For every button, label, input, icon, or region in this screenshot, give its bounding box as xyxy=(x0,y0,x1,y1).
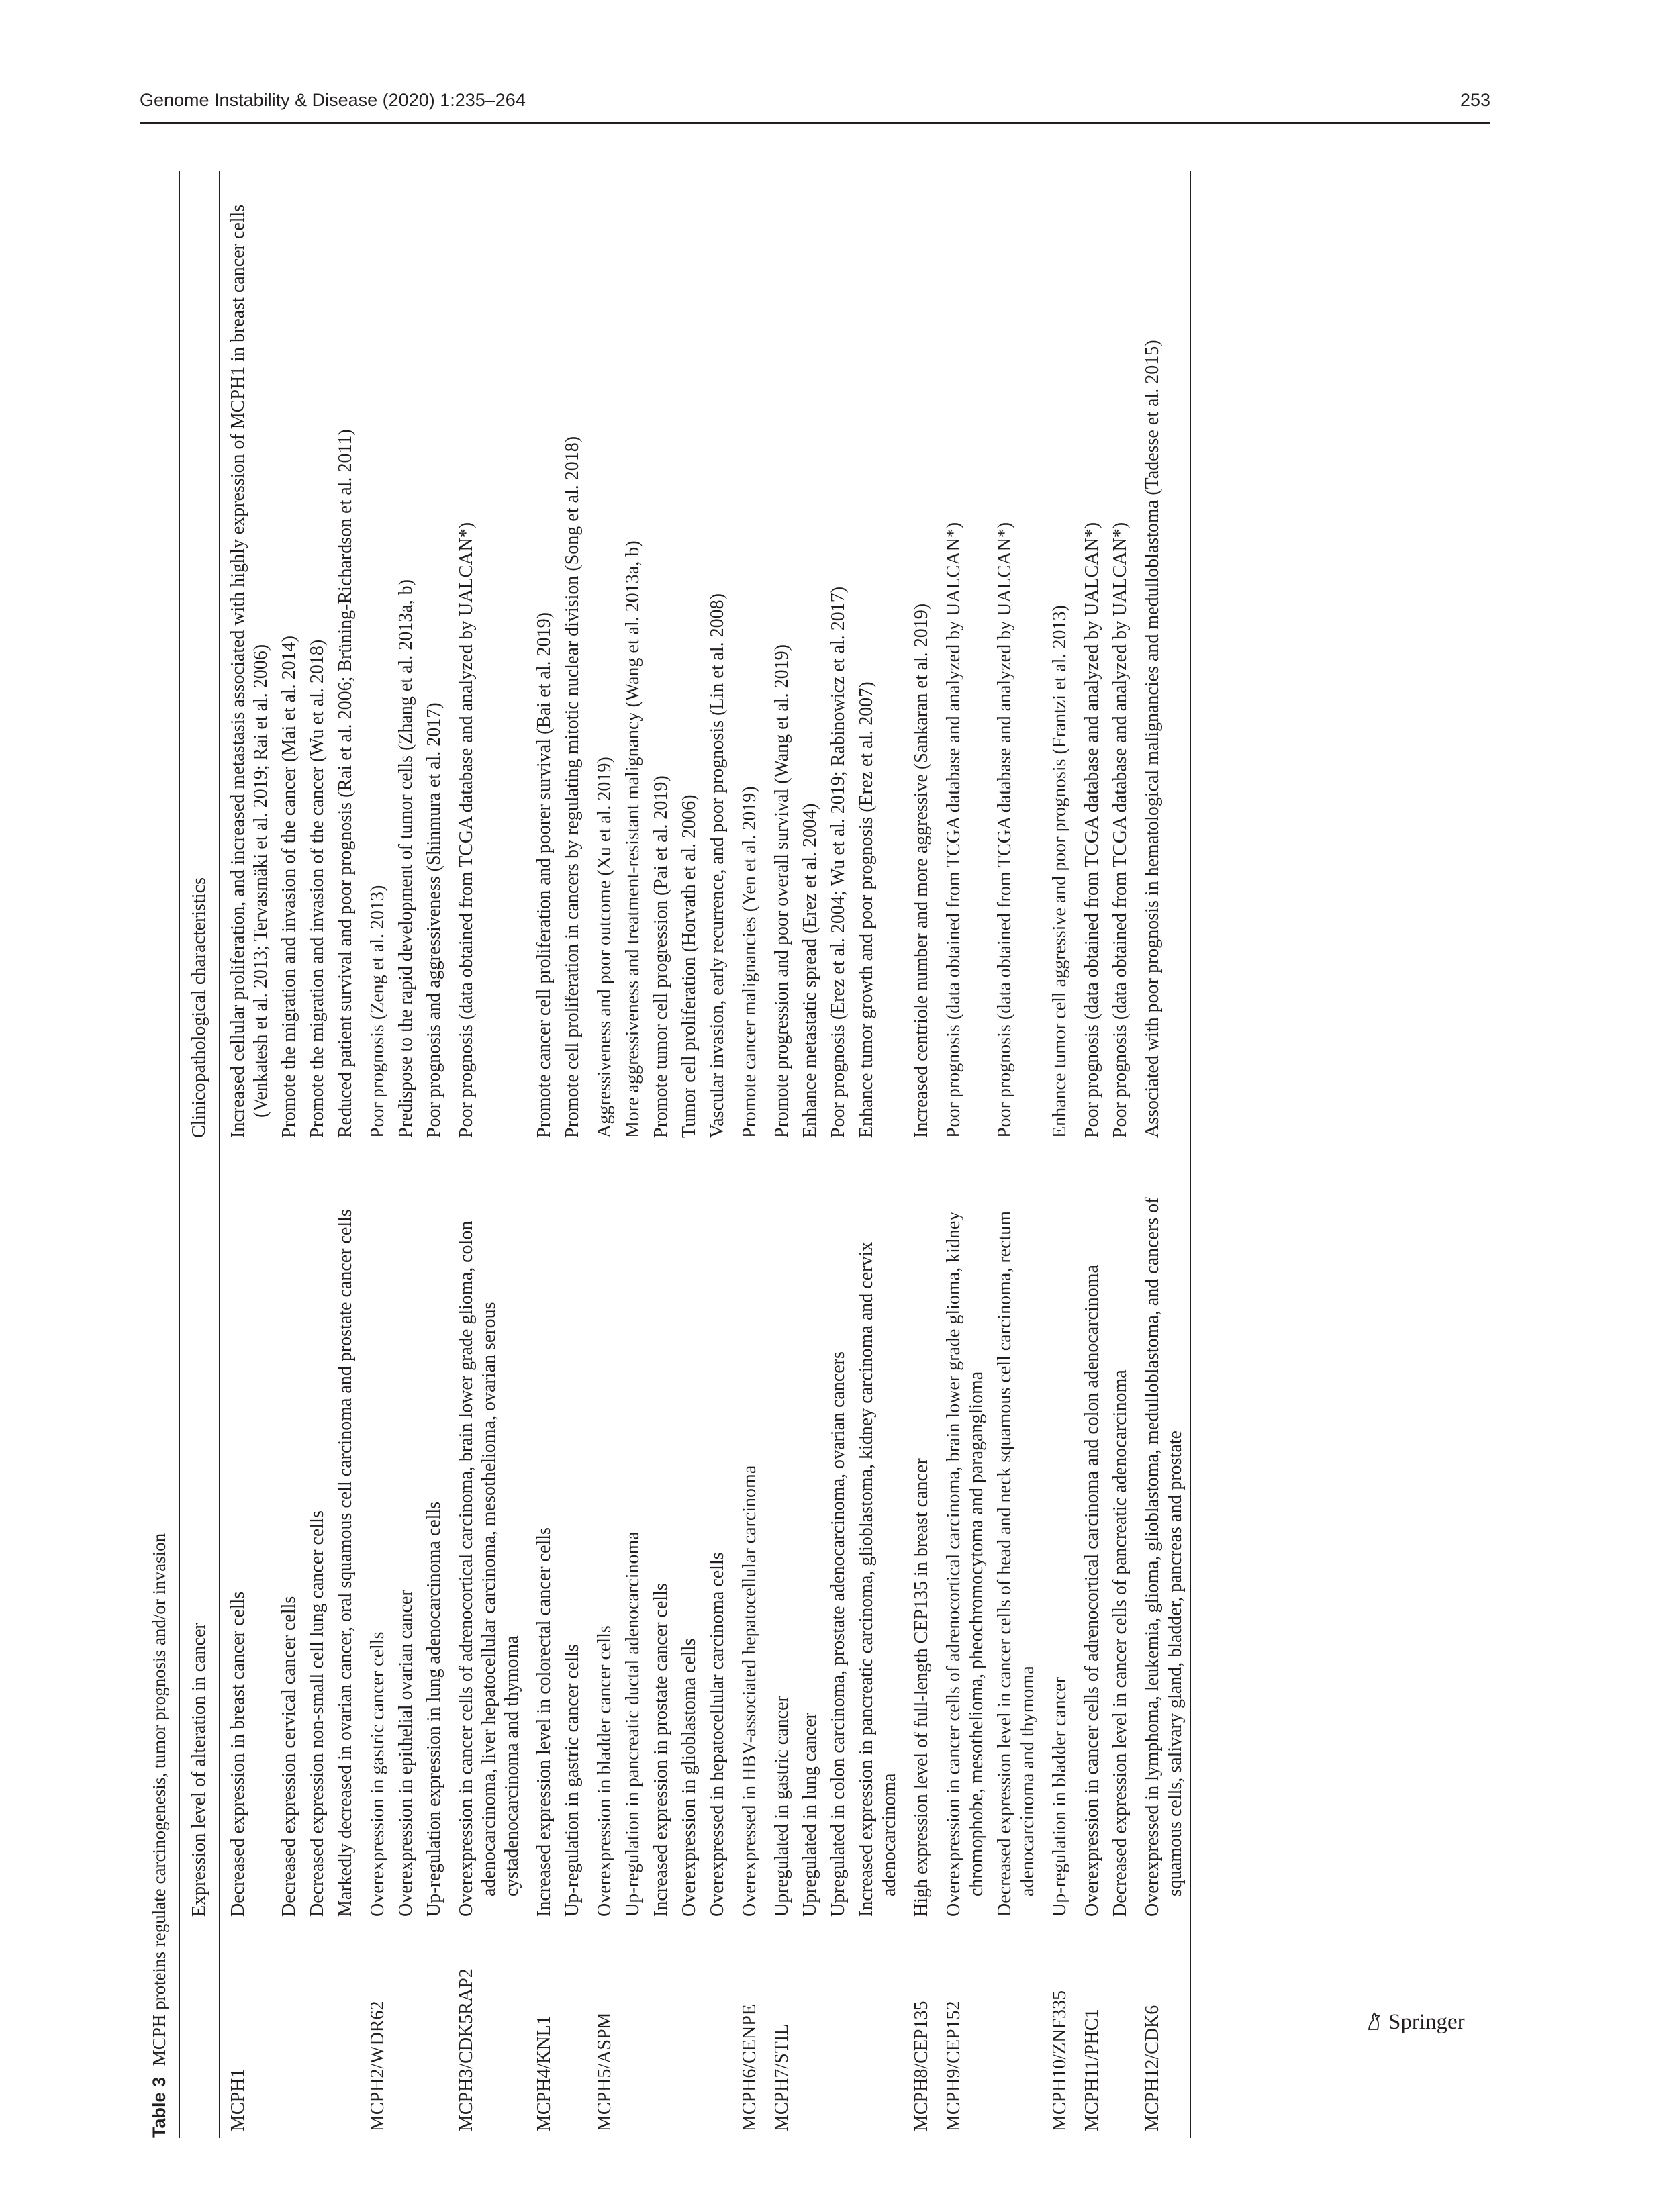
gene-cell xyxy=(303,1923,332,2138)
expression-text: Overexpression in cancer cells of adrenocortical carcinoma, brain lower grade glioma, kidney chromophobe, mesothelioma, pheochromocytoma and paraganglioma xyxy=(943,1211,987,1917)
table-row xyxy=(448,171,526,2138)
gene-cell: MCPH3/CDK5RAP2 xyxy=(456,1968,477,2131)
gene-cell xyxy=(991,1923,1042,2138)
springer-horse-icon xyxy=(1364,2011,1384,2031)
characteristics-text: Predispose to the rapid development of tumor cells (Zhang et al. 2013a, b) xyxy=(395,579,416,1138)
table-row xyxy=(732,171,764,2138)
expression-text: Up-regulation expression in lung adenocarcinoma cells xyxy=(424,1501,444,1917)
characteristics-text: Increased centriole number and more aggressive (Sankaran et al. 2019) xyxy=(911,603,932,1138)
characteristics-text: Promote cancer malignancies (Yen et al. 2019) xyxy=(739,786,760,1138)
expression-cell xyxy=(764,1145,796,1923)
table-row xyxy=(392,171,420,2138)
expression-text: Decreased expression in breast cancer cells xyxy=(228,1591,248,1917)
characteristics-cell xyxy=(420,171,448,1145)
table-body xyxy=(220,171,1190,2138)
expression-cell xyxy=(1042,1145,1074,1923)
characteristics-cell xyxy=(732,171,764,1145)
gene-cell: MCPH6/CENPE xyxy=(739,2004,760,2131)
characteristics-text: Enhance tumor growth and poor prognosis (Erez et al. 2007) xyxy=(856,681,877,1138)
expression-text: Up-regulation in pancreatic ductal adenocarcinoma xyxy=(622,1531,643,1917)
expression-cell xyxy=(936,1145,991,1923)
table-row xyxy=(904,171,936,2138)
gene-cell xyxy=(1106,1923,1135,2138)
table-row xyxy=(1135,171,1190,2138)
characteristics-cell xyxy=(853,171,904,1145)
gene-cell: MCPH7/STIL xyxy=(771,2023,792,2131)
table-row xyxy=(853,171,904,2138)
characteristics-text: Reduced patient survival and poor prognosis (Rai et al. 2006; Brüning-Richardson et al. 2011) xyxy=(335,429,356,1138)
gene-cell xyxy=(275,1923,303,2138)
characteristics-text: Poor prognosis (data obtained from TCGA database and analyzed by UALCAN*) xyxy=(1082,522,1102,1138)
characteristics-cell xyxy=(647,171,675,1145)
table-row xyxy=(936,171,991,2138)
gene-cell: MCPH9/CEP152 xyxy=(943,2001,964,2131)
gene-cell xyxy=(704,1923,732,2138)
expression-cell xyxy=(448,1145,526,1923)
gene-cell xyxy=(420,1923,448,2138)
expression-cell xyxy=(303,1145,332,1923)
gene-cell: MCPH2/WDR62 xyxy=(367,2001,388,2131)
gene-cell: MCPH5/ASPM xyxy=(594,2012,615,2131)
gene-cell: MCPH11/PHC1 xyxy=(1082,2009,1102,2131)
characteristics-text: Poor prognosis (Erez et al. 2004; Wu et al. 2019; Rabinowicz et al. 2017) xyxy=(828,586,849,1138)
table-row xyxy=(824,171,853,2138)
characteristics-cell xyxy=(1074,171,1106,1145)
gene-cell xyxy=(824,1923,853,2138)
expression-text: Increased expression in prostate cancer cells xyxy=(651,1583,671,1917)
characteristics-cell xyxy=(332,171,360,1145)
characteristics-cell xyxy=(904,171,936,1145)
gene-cell: MCPH8/CEP135 xyxy=(911,2001,932,2131)
characteristics-cell xyxy=(619,171,647,1145)
gene-cell xyxy=(853,1923,904,2138)
table-row xyxy=(1074,171,1106,2138)
expression-text: Decreased expression level in cancer cells of pancreatic adenocarcinoma xyxy=(1110,1369,1131,1917)
mcph-table xyxy=(179,171,1191,2138)
characteristics-cell xyxy=(704,171,732,1145)
expression-text: Markedly decreased in ovarian cancer, oral squamous cell carcinoma and prostate cancer cells xyxy=(335,1209,356,1917)
characteristics-cell xyxy=(1042,171,1074,1145)
table-row xyxy=(559,171,587,2138)
table-row xyxy=(619,171,647,2138)
expression-text: Overexpression in gastric cancer cells xyxy=(367,1631,388,1917)
expression-cell xyxy=(991,1145,1042,1923)
characteristics-text: Tumor cell proliferation (Horvath et al. 2006) xyxy=(679,794,700,1138)
column-header-gene xyxy=(179,1923,220,2138)
characteristics-text: Poor prognosis (Zeng et al. 2013) xyxy=(367,885,388,1138)
characteristics-cell xyxy=(303,171,332,1145)
expression-text: Overexpressed in lymphoma, leukemia, glioma, glioblastoma, medulloblastoma, and cancers of squamous cells, salivary gland, bladder, pancreas and prostate xyxy=(1142,1197,1186,1917)
expression-cell xyxy=(796,1145,824,1923)
characteristics-cell xyxy=(275,171,303,1145)
journal-citation: Genome Instability & Disease (2020) 1:235–264 xyxy=(140,90,526,110)
characteristics-cell xyxy=(675,171,704,1145)
table-row xyxy=(303,171,332,2138)
table-header-row xyxy=(179,171,220,2138)
characteristics-text: Promote progression and poor overall survival (Wang et al. 2019) xyxy=(771,644,792,1138)
publisher-name: Springer xyxy=(1388,2010,1465,2034)
expression-text: Upregulated in colon carcinoma, prostate adenocarcinoma, ovarian cancers xyxy=(828,1351,849,1917)
expression-text: Decreased expression cervical cancer cells xyxy=(279,1596,299,1917)
characteristics-text: Poor prognosis (data obtained from TCGA database and analyzed by UALCAN*) xyxy=(1110,522,1131,1138)
characteristics-text: More aggressiveness and treatment-resistant malignancy (Wang et al. 2013a, b) xyxy=(622,540,643,1138)
characteristics-cell xyxy=(796,171,824,1145)
expression-cell xyxy=(220,1145,275,1923)
characteristics-text: Poor prognosis (data obtained from TCGA database and analyzed by UALCAN*) xyxy=(943,522,964,1138)
column-header-expression: Expression level of alteration in cancer xyxy=(179,1145,220,1923)
characteristics-text: Poor prognosis (data obtained from TCGA database and analyzed by UALCAN*) xyxy=(994,522,1015,1138)
gene-cell: MCPH10/ZNF335 xyxy=(1049,1990,1070,2131)
expression-cell xyxy=(392,1145,420,1923)
expression-cell xyxy=(526,1145,559,1923)
characteristics-cell xyxy=(360,171,392,1145)
expression-cell xyxy=(275,1145,303,1923)
expression-cell xyxy=(332,1145,360,1923)
characteristics-cell xyxy=(392,171,420,1145)
gene-cell xyxy=(392,1923,420,2138)
expression-text: Overexpressed in HBV-associated hepatocellular carcinoma xyxy=(739,1465,760,1917)
expression-cell xyxy=(704,1145,732,1923)
gene-cell xyxy=(619,1923,647,2138)
characteristics-cell xyxy=(1106,171,1135,1145)
expression-text: Overexpressed in hepatocellular carcinoma cells xyxy=(707,1552,728,1917)
expression-text: Decreased expression level in cancer cells of head and neck squamous cell carcinoma, rectum adenocarcinoma and thymoma xyxy=(994,1210,1038,1917)
expression-cell xyxy=(647,1145,675,1923)
expression-cell xyxy=(1135,1145,1190,1923)
expression-text: Up-regulation in gastric cancer cells xyxy=(562,1644,583,1917)
characteristics-text: Enhance tumor cell aggressive and poor prognosis (Frantzi et al. 2013) xyxy=(1049,605,1070,1138)
table-title: MCPH proteins regulate carcinogenesis, tumor prognosis and/or invasion xyxy=(149,1533,169,2066)
table-row xyxy=(275,171,303,2138)
characteristics-text: Promote the migration and invasion of the cancer (Mai et al. 2014) xyxy=(279,635,299,1138)
expression-cell xyxy=(559,1145,587,1923)
expression-cell xyxy=(1106,1145,1135,1923)
expression-text: Upregulated in gastric cancer xyxy=(771,1696,792,1917)
table-row xyxy=(764,171,796,2138)
gene-cell: MCPH12/CDK6 xyxy=(1142,2005,1163,2131)
table-row xyxy=(796,171,824,2138)
characteristics-text: Poor prognosis (data obtained from TCGA database and analyzed by UALCAN*) xyxy=(456,522,477,1138)
expression-cell xyxy=(1074,1145,1106,1923)
table-row xyxy=(526,171,559,2138)
characteristics-text: Promote tumor cell progression (Pai et al. 2019) xyxy=(651,775,671,1138)
page-number: 253 xyxy=(1460,90,1490,110)
expression-text: Upregulated in lung cancer xyxy=(800,1713,820,1917)
table-row xyxy=(420,171,448,2138)
expression-text: Overexpression in epithelial ovarian cancer xyxy=(395,1590,416,1917)
table-label: Table 3 xyxy=(149,2076,169,2138)
characteristics-cell xyxy=(448,171,526,1145)
characteristics-cell xyxy=(991,171,1042,1145)
gene-cell xyxy=(332,1923,360,2138)
table-row xyxy=(360,171,392,2138)
table-row xyxy=(675,171,704,2138)
expression-cell xyxy=(904,1145,936,1923)
publisher-mark xyxy=(1364,2010,1465,2035)
expression-cell xyxy=(853,1145,904,1923)
characteristics-text: Increased cellular proliferation, and increased metastasis associated with highly expression of MCPH1 in breast cancer cells (Venkatesh et al. 2013; Tervasmäki et al. 2019; Rai et al. 2006) xyxy=(228,204,271,1138)
expression-cell xyxy=(675,1145,704,1923)
expression-cell xyxy=(824,1145,853,1923)
characteristics-cell xyxy=(220,171,275,1145)
gene-cell xyxy=(796,1923,824,2138)
characteristics-cell xyxy=(1135,171,1190,1145)
table-row xyxy=(587,171,619,2138)
table-row xyxy=(220,171,275,2138)
gene-cell: MCPH1 xyxy=(228,2068,248,2131)
expression-text: Overexpression in cancer cells of adrenocortical carcinoma, brain lower grade glioma, colon adenocarcinoma, liver hepatocellular carcinoma, mesothelioma, ovarian serous cystadenocarcinoma and thymoma xyxy=(456,1220,522,1917)
characteristics-text: Promote cancer cell proliferation and poorer survival (Bai et al. 2019) xyxy=(534,612,555,1138)
column-header-characteristics: Clinicopathological characteristics xyxy=(179,171,220,1145)
expression-text: Increased expression level in colorectal cancer cells xyxy=(534,1527,555,1917)
characteristics-cell xyxy=(936,171,991,1145)
expression-cell xyxy=(587,1145,619,1923)
expression-text: Overexpression in bladder cancer cells xyxy=(594,1625,615,1917)
expression-cell xyxy=(420,1145,448,1923)
rotated-table-container xyxy=(140,171,1490,2138)
table-row xyxy=(647,171,675,2138)
expression-text: Overexpression in glioblastoma cells xyxy=(679,1638,700,1917)
characteristics-text: Vascular invasion, early recurrence, and poor prognosis (Lin et al. 2008) xyxy=(707,593,728,1138)
expression-text: Up-regulation in bladder cancer xyxy=(1049,1677,1070,1917)
expression-text: Decreased expression non-small cell lung cancer cells xyxy=(307,1510,328,1917)
table-row xyxy=(332,171,360,2138)
gene-cell xyxy=(647,1923,675,2138)
characteristics-cell xyxy=(559,171,587,1145)
characteristics-text: Aggressiveness and poor outcome (Xu et al. 2019) xyxy=(594,757,615,1138)
running-head xyxy=(140,86,1490,124)
characteristics-text: Promote the migration and invasion of the cancer (Wu et al. 2018) xyxy=(307,639,328,1138)
characteristics-text: Enhance metastatic spread (Erez et al. 2004) xyxy=(800,803,820,1138)
characteristics-cell xyxy=(587,171,619,1145)
table-row xyxy=(704,171,732,2138)
table-caption xyxy=(140,171,179,2138)
characteristics-text: Associated with poor prognosis in hematological malignancies and medulloblastoma (Tadesse et al. 2015) xyxy=(1142,340,1163,1138)
characteristics-text: Promote cell proliferation in cancers by regulating mitotic nuclear division (Song et al. 2018) xyxy=(562,436,583,1138)
expression-text: Overexpression in cancer cells of adrenocortical carcinoma and colon adenocarcinoma xyxy=(1082,1265,1102,1917)
expression-cell xyxy=(619,1145,647,1923)
characteristics-cell xyxy=(764,171,796,1145)
characteristics-cell xyxy=(824,171,853,1145)
expression-cell xyxy=(732,1145,764,1923)
gene-cell xyxy=(675,1923,704,2138)
table-row xyxy=(991,171,1042,2138)
gene-cell xyxy=(559,1923,587,2138)
characteristics-cell xyxy=(526,171,559,1145)
gene-cell: MCPH4/KNL1 xyxy=(534,2015,555,2131)
table-row xyxy=(1042,171,1074,2138)
expression-cell xyxy=(360,1145,392,1923)
expression-text: Increased expression in pancreatic carcinoma, glioblastoma, kidney carcinoma and cervix adenocarcinoma xyxy=(856,1241,900,1917)
expression-text: High expression level of full-length CEP135 in breast cancer xyxy=(911,1458,932,1917)
table-row xyxy=(1106,171,1135,2138)
characteristics-text: Poor prognosis and aggressiveness (Shinmura et al. 2017) xyxy=(424,702,444,1138)
